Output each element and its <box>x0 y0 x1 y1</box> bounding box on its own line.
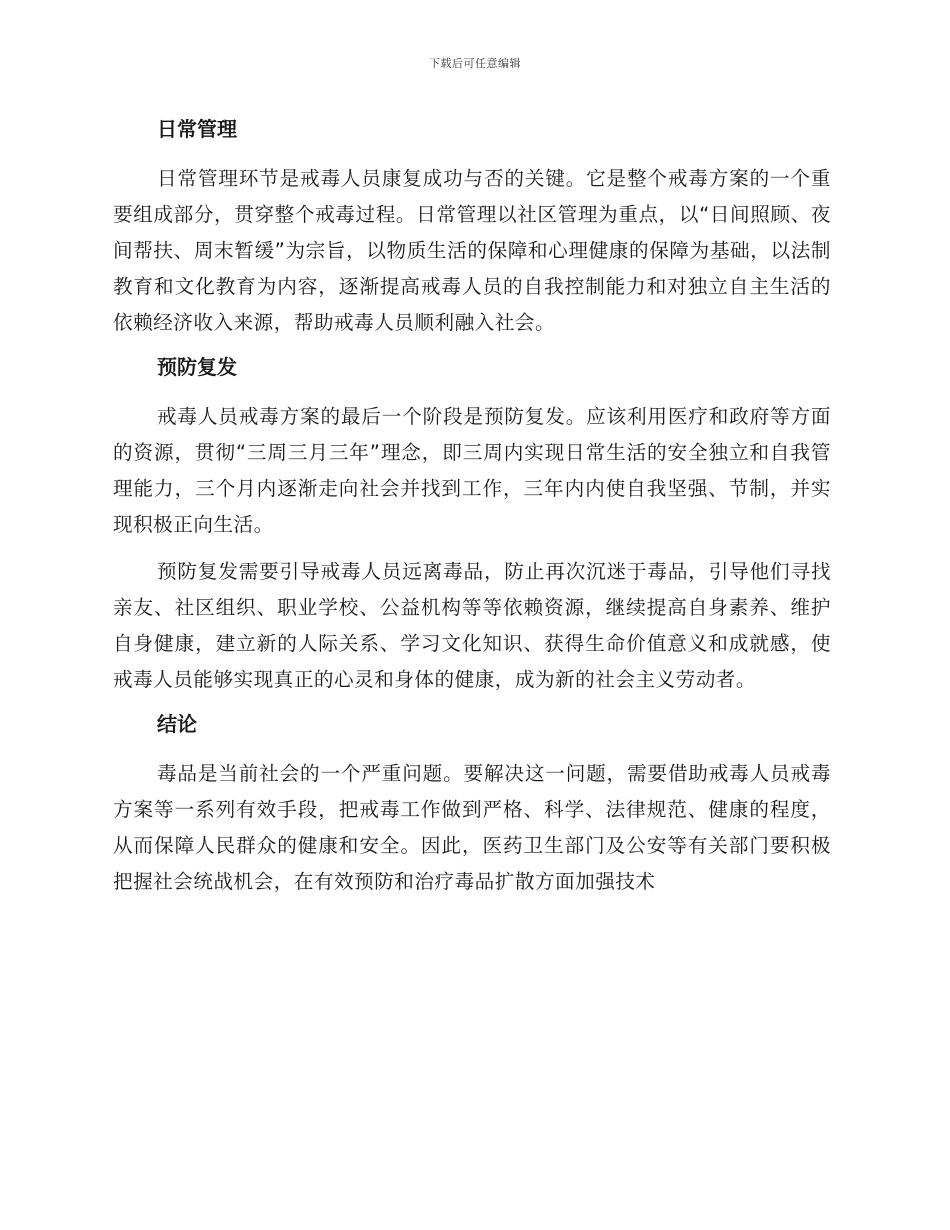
section-relapse-prevention <box>113 352 831 698</box>
body-paragraph: 戒毒人员戒毒方案的最后一个阶段是预防复发。应该利用医疗和政府等方面的资源，贯彻“三周三月三年”理念，即三周内实现日常生活的安全独立和自我管理能力，三个月内逐渐走向社会并找到工作，三年内内使自我坚强、节制，并实现积极正向生活。 <box>113 405 831 536</box>
body-paragraph: 毒品是当前社会的一个严重问题。要解决这一问题，需要借助戒毒人员戒毒方案等一系列有效手段，把戒毒工作做到严格、科学、法律规范、健康的程度，从而保障人民群众的健康和安全。因此，医药卫生部门及公安等有关部门要积极把握社会统战机会，在有效预防和治疗毒品扩散方面加强技术 <box>113 762 831 893</box>
section-daily-management <box>113 114 831 341</box>
body-paragraph: 日常管理环节是戒毒人员康复成功与否的关键。它是整个戒毒方案的一个重要组成部分，贯穿整个戒毒过程。日常管理以社区管理为重点，以“日间照顾、夜间帮扶、周末暂缓”为宗旨，以物质生活的保障和心理健康的保障为基础，以法制教育和文化教育为内容，逐渐提高戒毒人员的自我控制能力和对独立自主生活的依赖经济收入来源，帮助戒毒人员顺利融入社会。 <box>113 167 831 334</box>
section-heading: 结论 <box>157 712 197 736</box>
page-header-note: 下载后可任意编辑 <box>429 57 521 70</box>
section-heading: 预防复发 <box>157 355 237 379</box>
section-conclusion <box>113 709 831 900</box>
section-heading: 日常管理 <box>157 117 237 141</box>
document-body <box>113 114 831 911</box>
body-paragraph: 预防复发需要引导戒毒人员远离毒品，防止再次沉迷于毒品，引导他们寻找亲友、社区组织、职业学校、公益机构等等依赖资源，继续提高自身素养、维护自身健康，建立新的人际关系、学习文化知识、获得生命价值意义和成就感，使戒毒人员能够实现真正的心灵和身体的健康，成为新的社会主义劳动者。 <box>113 560 831 691</box>
